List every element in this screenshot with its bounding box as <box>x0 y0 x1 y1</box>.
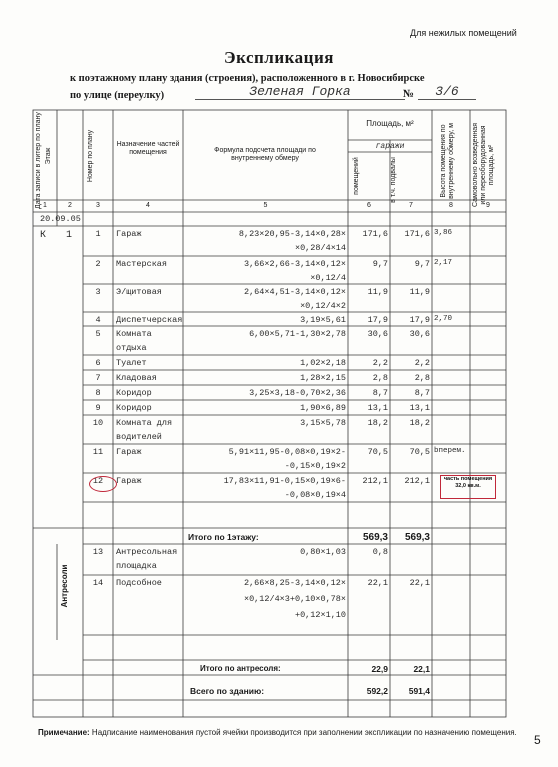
total-mezzanine-area: 22,9 <box>371 664 388 674</box>
mezz-row-area: 22,1 <box>367 578 388 588</box>
row-purpose: Гараж <box>116 229 142 239</box>
row-area: 8,7 <box>372 388 388 398</box>
row-purpose: Туалет <box>116 358 147 368</box>
highlight-circle <box>89 476 117 492</box>
row-area: 2,2 <box>372 358 388 368</box>
row-number: 4 <box>95 315 101 325</box>
row-area2: 171,6 <box>404 229 430 239</box>
total-floor-label: Итого по 1этажу: <box>188 532 259 542</box>
row-number: 3 <box>95 287 101 297</box>
col-formula-header: Формула подсчета площади по внутреннему обмеру <box>214 147 316 162</box>
total-mezzanine-label: Итого по антресоля: <box>200 664 281 673</box>
total-building-area: 592,2 <box>366 686 388 696</box>
row-purpose: Комната <box>116 329 152 339</box>
row-formula: 5,91×11,95-0,08×0,19×2- <box>228 447 346 457</box>
row-height: 2,70 <box>434 315 453 323</box>
row-formula: 2,64×4,51-3,14×0,12× <box>243 287 346 297</box>
row-formula: 3,19×5,61 <box>300 315 346 325</box>
floor-number: 1 <box>66 230 73 241</box>
row-formula: 1,28×2,15 <box>300 373 346 383</box>
row-formula: 1,02×2,18 <box>300 358 346 368</box>
row-purpose: Гараж <box>116 476 142 486</box>
col-unauthorized-area-header: Самовольно возведенная или переоборудованная площадь, м² <box>472 123 495 207</box>
row-number: 10 <box>92 418 104 428</box>
row-area2: 30,6 <box>409 329 430 339</box>
col-number-2: 2 <box>68 202 72 209</box>
document-title: Экспликация <box>224 48 334 67</box>
row-formula-cont: -0,15×0,19×2 <box>284 461 346 471</box>
row-formula-cont: ×0,12/4 <box>310 273 346 283</box>
mezz-row-formula: 0,80×1,03 <box>300 547 346 557</box>
page-mark: 5 <box>534 733 541 747</box>
col-date-header: Дата записи в литер по плану <box>35 112 42 209</box>
header-note: Для нежилых помещений <box>410 28 517 38</box>
col-rooms-area-header: помещений <box>353 157 360 195</box>
row-formula: 1,90×6,89 <box>300 403 346 413</box>
row-formula: 17,83×11,91-0,15×0,19×6- <box>223 476 346 486</box>
row-area: 18,2 <box>367 418 388 428</box>
row-area: 11,9 <box>367 287 388 297</box>
row-number: 11 <box>92 447 104 457</box>
row-purpose: Мастерская <box>116 259 168 269</box>
row-height: 2,17 <box>434 259 453 267</box>
row-area2: 11,9 <box>409 287 430 297</box>
footer-note <box>38 728 517 737</box>
row-purpose-cont: водителей <box>116 432 162 442</box>
row-purpose: Коридор <box>116 403 152 413</box>
row-height: 3,86 <box>434 229 453 237</box>
row-area2: 2,8 <box>414 373 430 383</box>
row-area: 30,6 <box>367 329 388 339</box>
row-number: 8 <box>95 388 101 398</box>
mezz-row-number: 13 <box>92 547 104 557</box>
street-name: Зеленая Горка <box>195 84 405 100</box>
mezzanine-label: Антресоли <box>60 564 69 608</box>
total-floor-area2: 569,3 <box>404 532 430 543</box>
row-purpose: Кладовая <box>116 373 157 383</box>
row-area2: 2,2 <box>414 358 430 368</box>
row-area2: 9,7 <box>414 259 430 269</box>
subtitle-street-label: по улице (переулку) <box>70 90 165 101</box>
row-area2: 8,7 <box>414 388 430 398</box>
row-formula: 3,66×2,66-3,14×0,12× <box>243 259 346 269</box>
row-area: 9,7 <box>372 259 388 269</box>
col-number-7: 7 <box>409 202 413 209</box>
mezz-row-purpose: Подсобное <box>116 578 162 588</box>
row-number: 7 <box>95 373 101 383</box>
mezz-row-area2: 22,1 <box>409 578 430 588</box>
col-number-5: 5 <box>263 202 268 209</box>
area-group-header: Площадь, м² <box>366 119 414 128</box>
row-number: 9 <box>95 403 101 413</box>
col-number-3: 3 <box>96 202 100 209</box>
footer-text: Надписание наименования пустой ячейки производится при заполнении экспликации по назначению помещения. <box>91 728 517 737</box>
row-area2: 18,2 <box>409 418 430 428</box>
row-height: bперем. <box>434 447 466 455</box>
col-number-4: 4 <box>146 202 150 209</box>
col-height-header: Высота помещения по внутреннему обмеру, м <box>440 123 455 199</box>
row-formula: 6,00×5,71-1,30×2,78 <box>249 329 346 339</box>
number-label: № <box>403 88 415 100</box>
record-date: 20.09.05 <box>40 214 81 224</box>
col-number-9: 9 <box>486 202 490 209</box>
row-formula-cont: ×0,12/4×2 <box>300 301 346 311</box>
building-number: 3/6 <box>418 84 476 100</box>
footer-label: Примечание: <box>38 728 90 737</box>
row-area: 2,8 <box>372 373 388 383</box>
row-area: 171,6 <box>362 229 388 239</box>
mezz-row-area: 0,8 <box>372 547 388 557</box>
row-area2: 70,5 <box>409 447 430 457</box>
row-area: 13,1 <box>367 403 388 413</box>
mezz-row-purpose-cont: площадка <box>116 561 157 571</box>
col-plan-number-header: Номер по плану <box>87 129 94 183</box>
row-formula: 8,23×20,95-3,14×0,28× <box>238 229 346 239</box>
row-number: 2 <box>95 259 101 269</box>
row-purpose: Коридор <box>116 388 152 398</box>
col-number-1: 1 <box>43 202 47 209</box>
row-formula: 3,25×3,18-0,70×2,36 <box>249 388 346 398</box>
col-basements-header: в т.ч. подвалы <box>390 157 397 203</box>
row-purpose-cont: отдыха <box>116 343 147 353</box>
mezz-row-number: 14 <box>92 578 104 588</box>
total-floor-area: 569,3 <box>362 532 388 543</box>
area-subgroup-header: гаражи <box>375 142 405 151</box>
row-area: 70,5 <box>367 447 388 457</box>
col-purpose-header: Назначение частей помещения <box>116 141 180 156</box>
mezz-row-formula: 2,66×8,25-3,14×0,12× <box>243 578 346 588</box>
mezz-row-formula-cont2: +0,12×1,10 <box>294 610 346 620</box>
total-building-area2: 591,4 <box>408 686 430 696</box>
row-purpose: Диспетчерская <box>116 315 183 325</box>
row-area: 17,9 <box>367 315 388 325</box>
row-purpose: Гараж <box>116 447 142 457</box>
total-mezzanine-area2: 22,1 <box>413 664 430 674</box>
row-number: 6 <box>95 358 101 368</box>
row-area2: 13,1 <box>409 403 430 413</box>
row-number: 1 <box>95 229 101 239</box>
partial-area-note: часть помещения 32,0 кв.м. <box>440 475 496 499</box>
row-purpose: Э/щитовая <box>116 287 162 297</box>
col-number-8: 8 <box>449 202 453 209</box>
row-number: 5 <box>95 329 101 339</box>
mezz-row-purpose: Антресольная <box>116 547 178 557</box>
total-building-label: Всего по зданию: <box>190 686 265 696</box>
row-formula: 3,15×5,78 <box>300 418 346 428</box>
litera: К <box>40 230 47 241</box>
row-number: 12 <box>92 476 104 486</box>
row-area2: 212,1 <box>404 476 430 486</box>
row-formula-cont: -0,08×0,19×4 <box>284 490 346 500</box>
col-number-6: 6 <box>367 202 371 209</box>
row-formula-cont: ×0,28/4×14 <box>294 243 346 253</box>
row-area2: 17,9 <box>409 315 430 325</box>
subtitle-location: к поэтажному плану здания (строения), расположенного в г. Новосибирске <box>70 73 425 84</box>
mezz-row-formula-cont: ×0,12/4×3+0,10×0,78× <box>243 594 346 604</box>
row-area: 212,1 <box>362 476 388 486</box>
col-floor-header: Этаж <box>45 147 52 165</box>
row-purpose: Комната для <box>116 418 173 428</box>
